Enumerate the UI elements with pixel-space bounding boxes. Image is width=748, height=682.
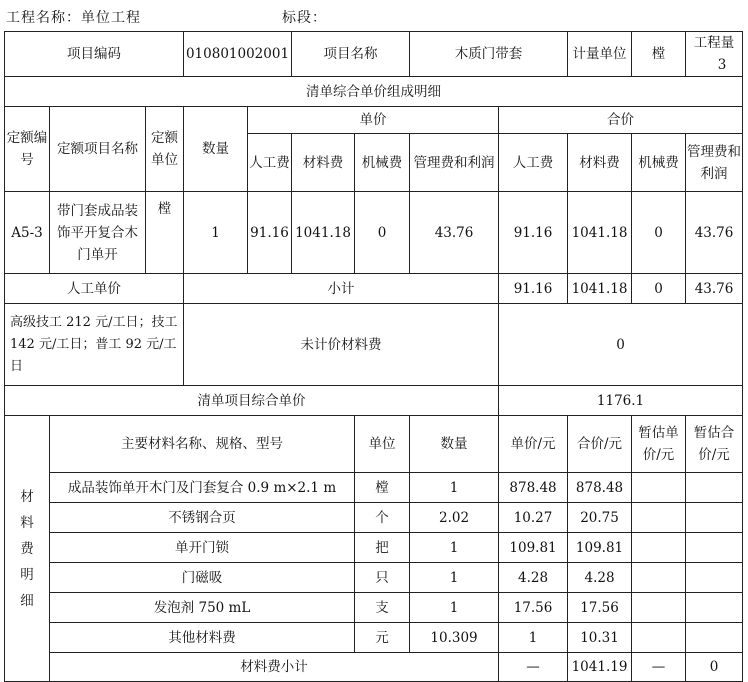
mat-uprice: 109.81 [499,533,568,563]
mat-est-t [686,593,743,623]
subtotal-label: 小计 [184,274,499,304]
unit-label: 计量单位 [568,32,632,77]
sheet-header [6,5,742,27]
mat-uprice: 1 [499,623,568,653]
mat-tprice: 10.31 [568,623,632,653]
composite-value: 1176.1 [499,386,743,416]
unpriced-value: 0 [499,304,743,386]
code-label: 项目编码 [5,32,184,77]
mat-tprice: 878.48 [568,473,632,503]
mat-unit: 把 [355,533,410,563]
mat-est-u [632,503,686,533]
material-side-label: 材料费明细 [5,416,50,682]
item-u-mgmt: 43.76 [410,192,499,274]
item-name: 带门套成品装饰平开复合木门单开 [50,192,146,274]
mat-head-qty: 数量 [410,416,499,473]
item-u-machine: 0 [355,192,410,274]
mat-head-est-t: 暂估合价/元 [686,416,743,473]
unpriced-label: 未计价材料费 [184,304,499,386]
mat-name: 其他材料费 [50,623,355,653]
mat-est-t [686,623,743,653]
name-label: 项目名称 [292,32,410,77]
col-total-price: 合价 [499,107,743,134]
mat-est-u [632,593,686,623]
mat-subtotal-label: 材料费小计 [50,653,499,682]
col-quantity: 数量 [184,107,248,192]
mat-subtotal-est-t: 0 [686,653,743,682]
qty-cell [686,32,743,77]
item-u-material: 1041.18 [292,192,355,274]
col-quota-unit: 定额单位 [146,107,184,192]
item-qty: 1 [184,192,248,274]
mat-qty: 10.309 [410,623,499,653]
code-value: 010801002001 [184,32,292,77]
col-u-material: 材料费 [292,134,355,192]
item-info-row [5,32,743,77]
mat-est-t [686,473,743,503]
mat-qty: 1 [410,473,499,503]
mat-unit: 元 [355,623,410,653]
mat-unit: 樘 [355,473,410,503]
mat-uprice: 17.56 [499,593,568,623]
labor-rates: 高级技工 212 元/工日；技工 142 元/工日；普工 92 元/工日 [5,304,184,386]
col-t-machine: 机械费 [632,134,686,192]
subtotal-labor: 91.16 [499,274,568,304]
item-t-mgmt: 43.76 [686,192,743,274]
mat-unit: 支 [355,593,410,623]
mat-qty: 2.02 [410,503,499,533]
mat-tprice: 4.28 [568,563,632,593]
mat-subtotal-tprice: 1041.19 [568,653,632,682]
item-t-machine: 0 [632,192,686,274]
material-row [5,623,743,653]
mat-name: 发泡剂 750 mL [50,593,355,623]
mat-qty: 1 [410,593,499,623]
col-t-mgmt: 管理费和利润 [686,134,743,192]
unpriced-row [5,304,743,386]
mat-uprice: 4.28 [499,563,568,593]
mat-unit: 只 [355,563,410,593]
mat-tprice: 17.56 [568,593,632,623]
mat-est-t [686,533,743,563]
mat-head-uprice: 单价/元 [499,416,568,473]
col-quota-name: 定额项目名称 [50,107,146,192]
unit-price-analysis-table [4,31,743,682]
material-row [5,593,743,623]
mat-name: 单开门锁 [50,533,355,563]
mat-name: 门磁吸 [50,563,355,593]
column-header-row-1 [5,107,743,134]
col-u-labor: 人工费 [248,134,292,192]
mat-est-u [632,623,686,653]
qty-value: 3 [717,57,727,73]
subtotal-mgmt: 43.76 [686,274,743,304]
unit-value: 樘 [632,32,686,77]
quota-item-row [5,192,743,274]
mat-est-u [632,473,686,503]
mat-uprice: 10.27 [499,503,568,533]
mat-est-t [686,563,743,593]
mat-subtotal-uprice: — [499,653,568,682]
material-row [5,533,743,563]
mat-name: 成品装饰单开木门及门套复合 0.9 m×2.1 m [50,473,355,503]
subtotal-machine: 0 [632,274,686,304]
item-unit: 樘 [146,192,184,274]
composite-label: 清单项目综合单价 [5,386,499,416]
material-header-row [5,416,743,473]
project-name: 工程名称：单位工程 [6,10,141,26]
mat-head-tprice: 合价/元 [568,416,632,473]
item-t-labor: 91.16 [499,192,568,274]
mat-qty: 1 [410,563,499,593]
qty-label: 工程量 [693,35,735,51]
name-value: 木质门带套 [410,32,568,77]
material-row [5,503,743,533]
col-u-machine: 机械费 [355,134,410,192]
labor-unit-label: 人工单价 [5,274,184,304]
section-label: 标段： [282,10,327,26]
item-no: A5-3 [5,192,50,274]
col-quota-no: 定额编号 [5,107,50,192]
mat-head-name: 主要材料名称、规格、型号 [50,416,355,473]
mat-unit: 个 [355,503,410,533]
composite-row [5,386,743,416]
mat-tprice: 109.81 [568,533,632,563]
mat-name: 不锈钢合页 [50,503,355,533]
mat-qty: 1 [410,533,499,563]
mat-uprice: 878.48 [499,473,568,503]
col-u-mgmt: 管理费和利润 [410,134,499,192]
mat-head-est-u: 暂估单价/元 [632,416,686,473]
subtotal-material: 1041.18 [568,274,632,304]
col-t-labor: 人工费 [499,134,568,192]
item-t-material: 1041.18 [568,192,632,274]
mat-tprice: 20.75 [568,503,632,533]
mat-est-u [632,533,686,563]
item-u-labor: 91.16 [248,192,292,274]
col-unit-price: 单价 [248,107,499,134]
material-row [5,563,743,593]
mat-head-unit: 单位 [355,416,410,473]
material-subtotal-row [5,653,743,682]
mat-subtotal-est-u: — [632,653,686,682]
mat-est-u [632,563,686,593]
mat-est-t [686,503,743,533]
detail-title: 清单综合单价组成明细 [5,77,743,107]
subtotal-row [5,274,743,304]
col-t-material: 材料费 [568,134,632,192]
detail-title-row [5,77,743,107]
material-row [5,473,743,503]
